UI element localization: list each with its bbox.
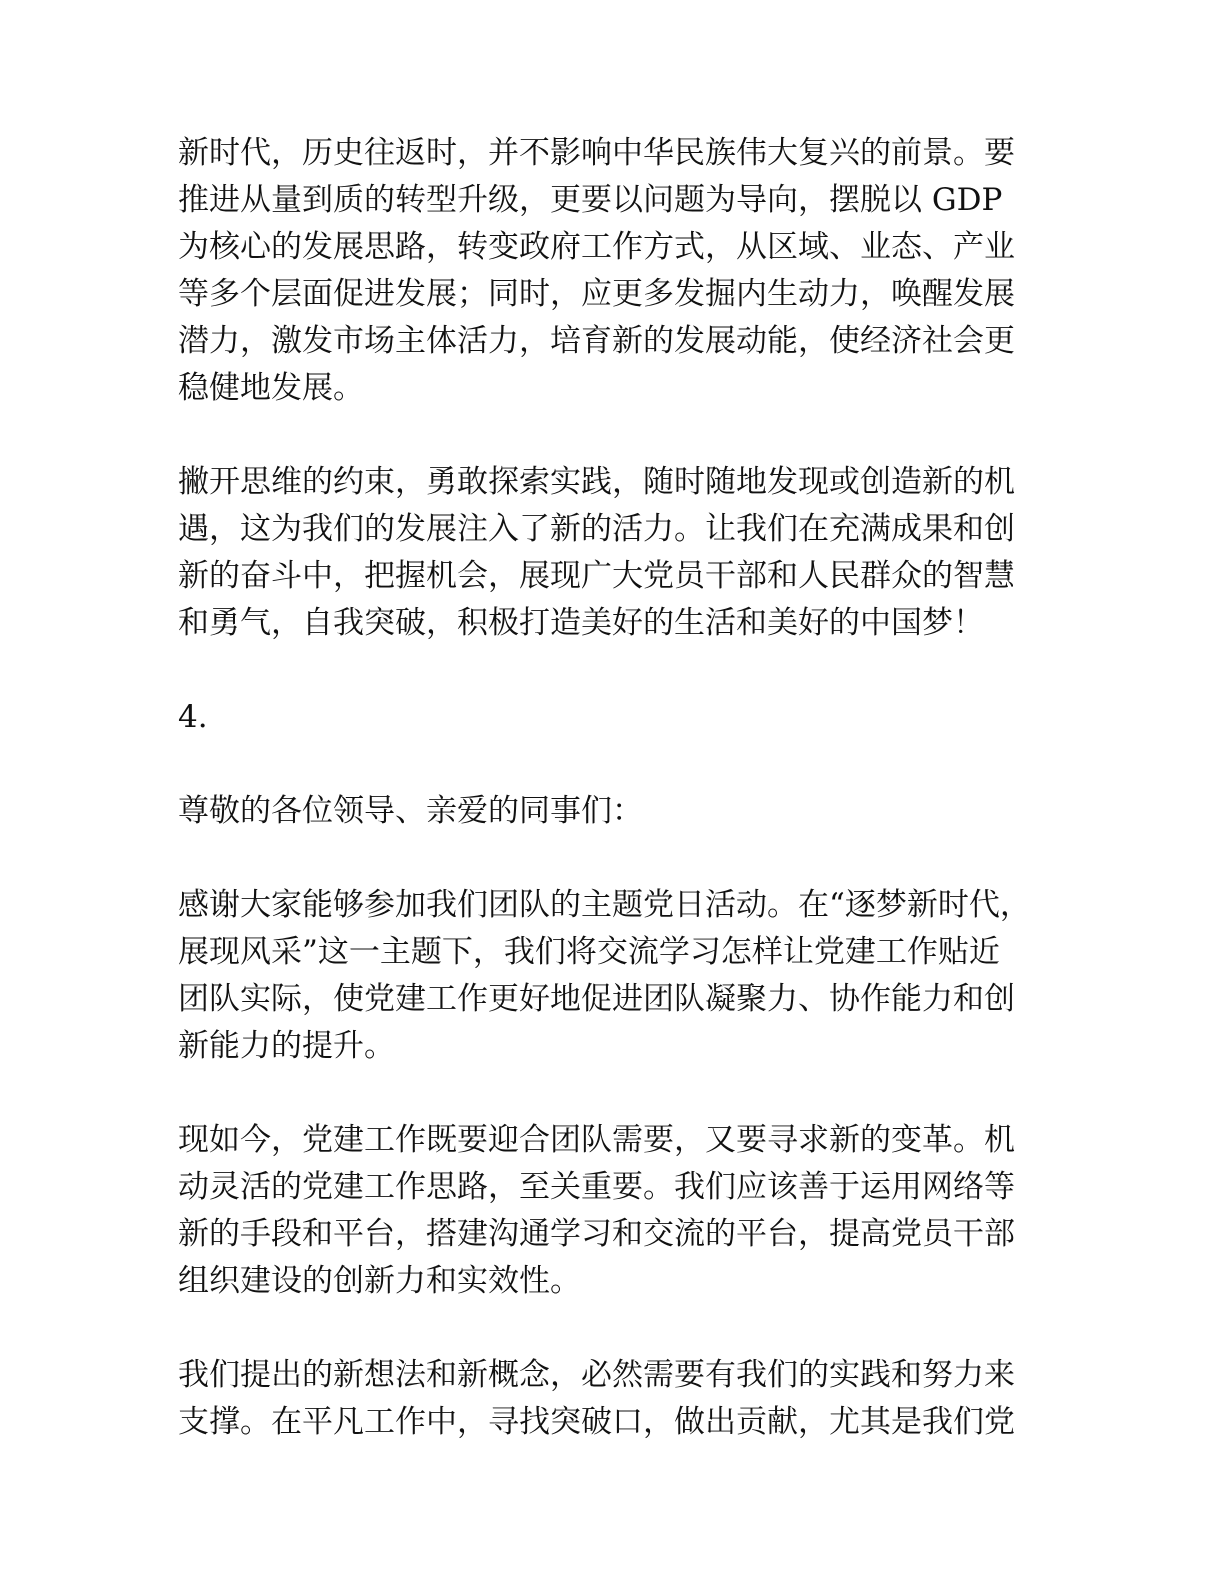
text-line: 动灵活的党建工作思路，至关重要。我们应该善于运用网络等 — [178, 1169, 1015, 1205]
text-line: 撇开思维的约束，勇敢探索实践，随时随地发现或创造新的机 — [178, 464, 1015, 500]
paragraph-party-building — [178, 1117, 1048, 1305]
text-line: 新的奋斗中，把握机会，展现广大党员干部和人民群众的智慧 — [178, 558, 1015, 594]
text-line: 展现风采”这一主题下，我们将交流学习怎样让党建工作贴近 — [178, 934, 1000, 970]
paragraph-spacer — [178, 1305, 1048, 1352]
text-line: 新能力的提升。 — [178, 1028, 395, 1064]
paragraph-innovation-call — [178, 459, 1048, 647]
paragraph-development-outlook — [178, 130, 1048, 412]
text-line: 组织建设的创新力和实效性。 — [178, 1263, 581, 1299]
text-line: 团队实际，使党建工作更好地促进团队凝聚力、协作能力和创 — [178, 981, 1015, 1017]
text-line: 和勇气，自我突破，积极打造美好的生活和美好的中国梦！ — [178, 605, 984, 641]
text-line: 潜力，激发市场主体活力，培育新的发展动能，使经济社会更 — [178, 323, 1015, 359]
paragraph-spacer — [178, 647, 1048, 694]
text-line: 遇，这为我们的发展注入了新的活力。让我们在充满成果和创 — [178, 511, 1015, 547]
paragraph-spacer — [178, 412, 1048, 459]
salutation — [178, 788, 1048, 835]
text-line: 我们提出的新想法和新概念，必然需要有我们的实践和努力来 — [178, 1357, 1015, 1393]
paragraph-spacer — [178, 1070, 1048, 1117]
text-line: 为核心的发展思路，转变政府工作方式，从区域、业态、产业 — [178, 229, 1015, 265]
text-line: 感谢大家能够参加我们团队的主题党日活动。在“逐梦新时代， — [178, 887, 1031, 923]
paragraph-spacer — [178, 741, 1048, 788]
paragraph-thanks — [178, 882, 1048, 1070]
text-line: 支撑。在平凡工作中，寻找突破口，做出贡献，尤其是我们党 — [178, 1404, 1015, 1440]
text-line: 现如今，党建工作既要迎合团队需要，又要寻求新的变革。机 — [178, 1122, 1015, 1158]
paragraph-spacer — [178, 835, 1048, 882]
text-line: 稳健地发展。 — [178, 370, 364, 406]
text-line: 等多个层面促进发展；同时，应更多发掘内生动力，唤醒发展 — [178, 276, 1015, 312]
text-line: 新的手段和平台，搭建沟通学习和交流的平台，提高党员干部 — [178, 1216, 1015, 1252]
text-line: 新时代，历史往返时，并不影响中华民族伟大复兴的前景。要 — [178, 135, 1015, 171]
paragraph-practice — [178, 1352, 1048, 1446]
document-body — [178, 130, 1048, 1446]
text-line: 推进从量到质的转型升级，更要以问题为导向，摆脱以 GDP — [178, 182, 1003, 218]
salutation-text: 尊敬的各位领导、亲爱的同事们： — [178, 793, 643, 829]
section-number-label: 4. — [178, 699, 208, 735]
section-number — [178, 694, 1048, 741]
